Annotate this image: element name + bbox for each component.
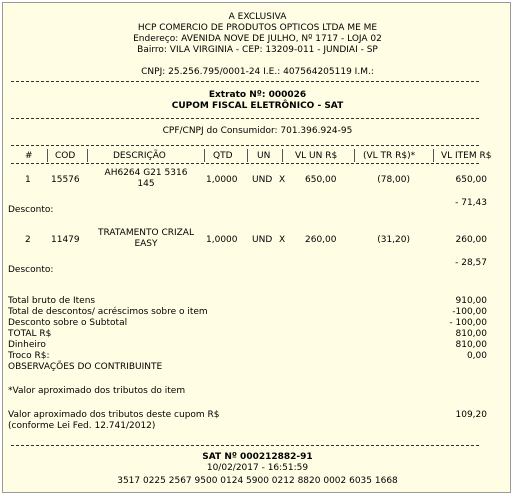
col-quantity: QTD	[213, 151, 233, 161]
col-unit: UN	[257, 151, 271, 161]
total-discounts-label: Total de descontos/ acréscimos sobre o item	[8, 307, 208, 317]
item-tax-value: (31,20)	[377, 235, 410, 245]
item-description: AH6264 G21 5316	[104, 168, 188, 178]
company-ids: CNPJ: 25.256.795/0001-24 I.E.: 407564205119 I.M.:	[141, 67, 374, 77]
item-value: 260,00	[455, 235, 487, 245]
divider	[11, 118, 479, 119]
tax-note: *Valor aproximado dos tributos do item	[8, 386, 186, 396]
access-key: 3517 0225 2567 9500 0124 5900 0212 8820 0002 6035 1668	[117, 476, 398, 486]
total-value: 810,00	[455, 329, 487, 339]
divider	[11, 81, 479, 82]
discount-label: Desconto:	[8, 265, 54, 275]
consumer-id: CPF/CNPJ do Consumidor: 701.396.924-95	[162, 126, 353, 136]
subtotal-discount-label: Desconto sobre o Subtotal	[8, 318, 128, 328]
receipt-title: CUPOM FISCAL ELETRÔNICO - SAT	[171, 101, 344, 111]
item-unit: UND	[252, 175, 273, 185]
sat-datetime: 10/02/2017 - 16:51:59	[206, 463, 309, 473]
extract-number: Extrato Nº: 000026	[208, 90, 307, 100]
company-name: HCP COMERCIO DE PRODUTOS OPTICOS LTDA ME ME	[137, 23, 378, 33]
observations-heading: OBSERVAÇÕES DO CONTRIBUINTE	[8, 362, 163, 372]
item-code: 11479	[51, 235, 80, 245]
company-address: Endereço: AVENIDA NOVE DE JULHO, Nº 1717 - LOJA 02	[133, 34, 382, 44]
item-quantity: 1,0000	[206, 235, 238, 245]
col-code: COD	[55, 151, 76, 161]
cash-value: 810,00	[455, 340, 487, 350]
cash-label: Dinheiro	[8, 340, 46, 350]
total-gross-value: 910,00	[455, 296, 487, 306]
discount-value: - 28,57	[455, 258, 487, 268]
item-description-cont: EASY	[134, 239, 158, 249]
item-description: TRATAMENTO CRIZAL	[98, 228, 194, 238]
item-value: 650,00	[455, 175, 487, 185]
col-unit-value: VL UN R$	[295, 151, 338, 161]
item-code: 15576	[51, 175, 80, 185]
discount-label: Desconto:	[8, 205, 54, 215]
item-unit-value: 260,00	[305, 235, 337, 245]
item-x: X	[279, 175, 286, 185]
change-label: Troco R$:	[8, 351, 50, 361]
fiscal-receipt	[2, 2, 511, 493]
item-unit: UND	[252, 235, 273, 245]
subtotal-discount-value: - 100,00	[449, 318, 487, 328]
col-item-value: VL ITEM R$	[441, 151, 492, 161]
law-note: (conforme Lei Fed. 12.741/2012)	[8, 421, 156, 431]
total-gross-label: Total bruto de Itens	[8, 296, 96, 306]
item-quantity: 1,0000	[206, 175, 238, 185]
shop-name: A EXCLUSIVA	[228, 12, 287, 22]
change-value: 0,00	[466, 351, 487, 361]
col-num: #	[25, 151, 33, 161]
divider	[11, 163, 479, 164]
col-description: DESCRIÇÃO	[113, 151, 166, 161]
item-tax-value: (78,00)	[377, 175, 410, 185]
company-district: Bairro: VILA VIRGINIA - CEP: 13209-011 - JUNDIAI - SP	[137, 45, 378, 55]
item-unit-value: 650,00	[305, 175, 337, 185]
item-num: 2	[25, 235, 31, 245]
discount-value: - 71,43	[455, 198, 487, 208]
sat-number: SAT Nº 000212882-91	[202, 452, 313, 462]
total-label: TOTAL R$	[8, 329, 52, 339]
item-description-cont: 145	[137, 179, 155, 189]
total-discounts-value: -100,00	[452, 307, 487, 317]
divider	[11, 445, 479, 446]
divider	[11, 145, 479, 146]
tax-total-label: Valor aproximado dos tributos deste cupom R$	[8, 410, 220, 420]
col-tax-value: (VL TR R$)*	[363, 151, 416, 161]
tax-total-value: 109,20	[455, 410, 487, 420]
item-num: 1	[25, 175, 31, 185]
item-x: X	[279, 235, 286, 245]
